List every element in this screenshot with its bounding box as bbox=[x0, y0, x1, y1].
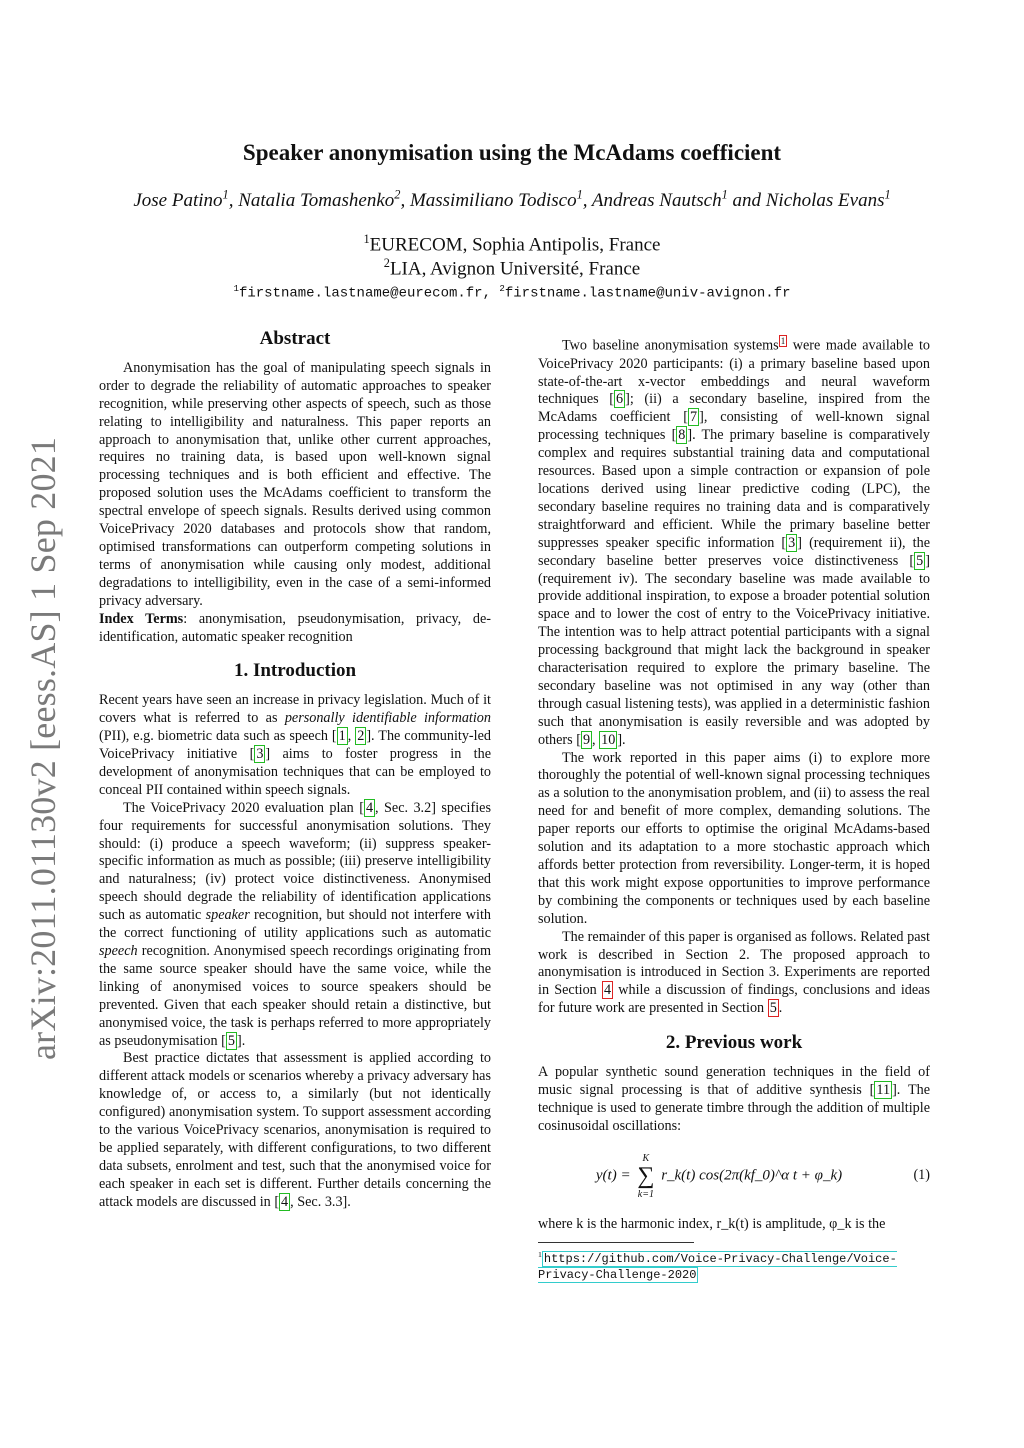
previous-work-paragraph: A popular synthetic sound generation techniques in the field of music signal processing is that of additive synthesis [ 11 ]. The technique is used to generate timbre through the addition of multiple cosinusoidal oscillations: bbox=[538, 1064, 930, 1134]
index-terms: Index Terms: anonymisation, pseudonymisation, privacy, de-identification, automatic speaker recognition bbox=[99, 610, 491, 645]
citation-link[interactable]: 9 bbox=[582, 731, 591, 748]
abstract-heading: Abstract bbox=[259, 328, 331, 349]
author: Massimiliano Todisco$^1$, bbox=[409, 188, 592, 212]
intro-paragraph-1: Recent years have seen an increase in privacy legislation. Much of it covers what is referred to as personally identifiable information (PII), e.g. biometric data such as speech [ 1 , 2 ]. The community-led VoicePrivacy initiative [ 3 ] aims to foster progress in the development of anonymisation techniques that can be employed to conceal PII contained within speech signals. bbox=[99, 692, 491, 798]
author: Natalia Tomashenko$^2$, bbox=[238, 188, 410, 212]
emails: $^1$firstname.lastname@eurecom.fr, $^2$firstname.lastname@univ-avignon.fr bbox=[233, 283, 791, 302]
citation-link[interactable]: 11 bbox=[876, 1081, 891, 1098]
citation-link[interactable]: 8 bbox=[678, 427, 686, 444]
citation-link[interactable]: 10 bbox=[601, 731, 616, 748]
arxiv-stamp: arXiv:2011.01130v2 [eess.AS] 1 Sep 2021 bbox=[23, 436, 63, 1060]
citation-link[interactable]: 5 bbox=[227, 1032, 235, 1049]
author: Nicholas Evans$^1$ bbox=[765, 188, 891, 212]
right-paragraph-1: Two baseline anonymisation systems $^1$ were made available to VoicePrivacy 2020 participants: (i) a primary baseline based upon state-of-the-art x-vector embeddings and neural waveform techniques [ 6 ]; (ii) a secondary baseline, inspired from the McAdams coefficient [ 7 ], consisting of well-known signal processing techniques [ 8 ]. The primary baseline is comparatively complex and requires substantial training data and computational resources. Based upon a simple contraction or expansion of pole locations derived using linear predictive coding (LPC), the secondary baseline requires no training data and is comparatively straightforward and efficient. While the primary baseline better suppresses speaker specific information [ 3 ] (requirement ii), the secondary baseline better preserves voice distinctiveness [ 5 ] (requirement iv). The secondary baseline was made available to provide additional inspiration, to expose a broader potential solution space and to lower the cost of entry to the VoicePrivacy initiative. The intention was to help attract potential participants with a signal processing background that might lack the background in speaker characterisation required to explore the primary baseline. The secondary baseline was not optimised in any way (other than through casual listening tests), was applied in a deterministic fashion such that anonymisation is easily reversible and was adopted by others [ 9 , 10 ]. bbox=[538, 336, 931, 748]
section-link[interactable]: 5 bbox=[769, 1000, 777, 1017]
intro-paragraph-2: The VoicePrivacy 2020 evaluation plan [ 4 , Sec. 3.2] specifies four requirements for successful anonymisation solutions. They should: (i) produce a speech waveform; (ii) suppress speaker-specific information as much as possible; (iii) preserve intelligibility and naturalness; (iv) protect voice distinctiveness. Anonymised speech should degrade the reliability of identification applications such as automatic speaker recognition, but should not interfere with the correct functioning of utility applications such as automatic speech recognition. Anonymised speech recordings originating from the same source speaker should have the same voice, while the linking of anonymised voices to source speakers should be prevented. Given that each speaker should retain a distinctive, but anonymised voice, the task is perhaps referred to more appropriately as pseudonymisation [ 5 ]. bbox=[99, 799, 491, 1049]
affiliation-2: $^2$LIA, Avignon Université, France bbox=[383, 256, 641, 280]
citation-link[interactable]: 6 bbox=[616, 391, 624, 408]
post-equation-text: where k is the harmonic index, r_k(t) is amplitude, φ_k is the bbox=[538, 1215, 886, 1232]
summation-symbol: K ∑ k=1 bbox=[637, 1152, 655, 1200]
footnote-rule bbox=[538, 1242, 694, 1243]
right-paragraph-3: The remainder of this paper is organised as follows. Related past work is described in Section 2. The proposed approach to anonymisation is introduced in Section 3. Experiments are reported in Section 4 while a discussion of findings, conclusions and ideas for future work are presented in Section 5 . bbox=[538, 928, 930, 1017]
author: Jose Patino$^1$, bbox=[133, 188, 239, 212]
abstract-text: Anonymisation has the goal of manipulating speech signals in order to degrade the reliability of automatic approaches to speaker recognition, while preserving other aspects of speech, such as those relating to intelligibility and naturalness. This paper reports an approach to anonymisation that, unlike other current approaches, requires no training data, is based upon well-known signal processing techniques and is both efficient and effective. The proposed solution uses the McAdams coefficient to transform the spectral envelope of speech signals. Results derived using common VoicePrivacy 2020 databases and protocols show that random, optimised transformations can outperform competing solutions in terms of anonymisation while causing only modest, additional degradations to intelligibility, even in the case of a semi-informed privacy adversary. bbox=[99, 359, 491, 609]
author-list bbox=[0, 188, 1024, 212]
equation-1 bbox=[538, 1150, 930, 1202]
footnote: $^1$ https://github.com/Voice-Privacy-Challenge/Voice-Privacy-Challenge-2020 bbox=[538, 1249, 897, 1282]
footnote-link[interactable]: 1 bbox=[780, 336, 786, 346]
citation-link[interactable]: 7 bbox=[690, 409, 698, 426]
right-column bbox=[538, 333, 930, 1283]
left-column bbox=[99, 330, 491, 1212]
equation-rhs: r_k(t) cos(2π(kf_0)^α t + φ_k) bbox=[661, 1167, 843, 1184]
paper-title: Speaker anonymisation using the McAdams coefficient bbox=[242, 140, 782, 165]
right-paragraph-2: The work reported in this paper aims (i) to explore more thoroughly the potential of well-known signal processing techniques as a solution to the anonymisation problem, and (ii) to assess the real need for and benefit of more complex, demanding solutions. The paper reports our efforts to optimise the original McAdams-based solution and its adaptation to a more stochastic approach which affords better protection from reversibility. Longer-term, it is hoped that this work might expose opportunities to improve performance by combining the components or techniques used by each baseline solution. bbox=[538, 749, 930, 927]
citation-link[interactable]: 3 bbox=[788, 534, 796, 551]
equation-lhs: y(t) = bbox=[595, 1167, 631, 1184]
citation-link[interactable]: 3 bbox=[256, 746, 264, 763]
affiliation-1: $^1$EURECOM, Sophia Antipolis, France bbox=[363, 232, 661, 256]
equation-number: (1) bbox=[913, 1166, 930, 1183]
citation-link[interactable]: 2 bbox=[357, 728, 365, 745]
intro-heading: 1. Introduction bbox=[233, 660, 357, 682]
citation-link[interactable]: 1 bbox=[338, 728, 346, 745]
intro-paragraph-3: Best practice dictates that assessment is applied according to different attack models or scenarios whereby a privacy adversary has knowledge of, or access to, a similarly (but not identically configured) anonymisation system. To support assessment according to the various VoicePrivacy scenarios, anonymisation is required to be applied separately, with different configurations, to two different data subsets, enrolment and test, such that the anonymised voice for each speaker in each set is different. Further details concerning the attack models are discussed in [ 4 , Sec. 3.3]. bbox=[99, 1050, 491, 1210]
citation-link[interactable]: 4 bbox=[281, 1193, 289, 1210]
citation-link[interactable]: 4 bbox=[365, 799, 374, 816]
footnote-url[interactable]: https://github.com/Voice-Privacy-Challenge/Voice-Privacy-Challenge-2020 bbox=[538, 1251, 897, 1282]
citation-link[interactable]: 5 bbox=[916, 552, 924, 569]
section-link[interactable]: 4 bbox=[603, 982, 612, 999]
author: Andreas Nautsch$^1$ and bbox=[591, 188, 766, 212]
previous-work-heading: 2. Previous work bbox=[665, 1032, 803, 1054]
